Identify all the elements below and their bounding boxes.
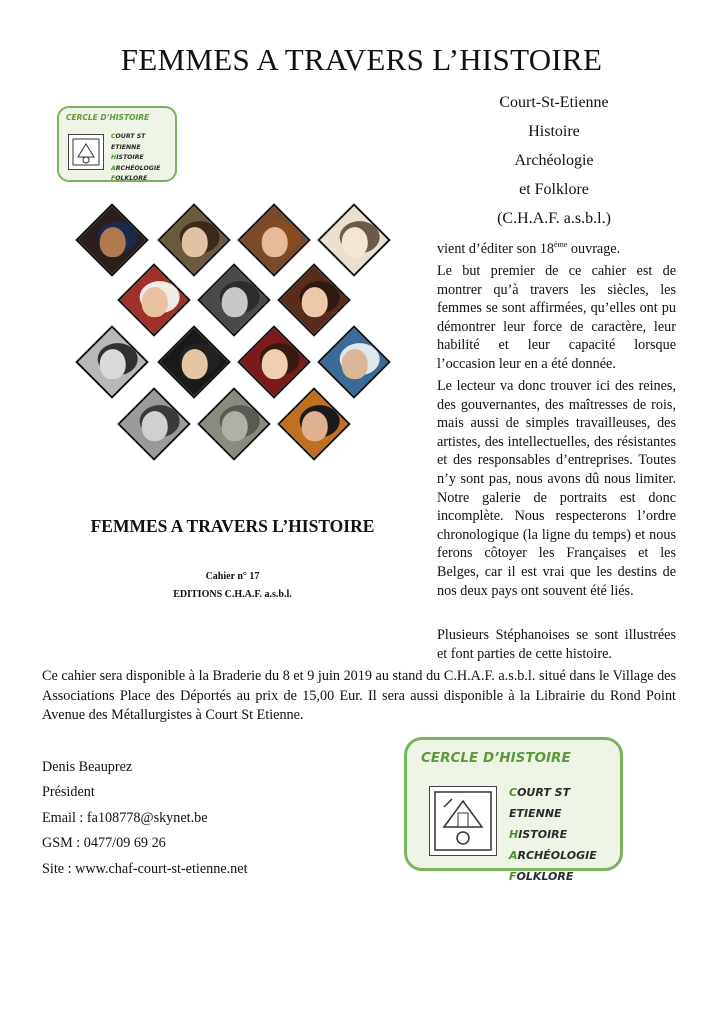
portrait-diamond — [197, 263, 271, 337]
contact-gsm: GSM : 0477/09 69 26 — [42, 835, 166, 851]
header-line: Archéologie — [514, 152, 594, 169]
contact-role: Président — [42, 784, 95, 800]
header-line: et Folklore — [519, 181, 589, 198]
header-right — [420, 88, 688, 233]
small-logo-line: ARCHÉOLOGIE — [111, 164, 161, 172]
availability-text: Ce cahier sera disponible à la Braderie du 8 et 9 juin 2019 au stand du C.H.A.F. a.s.b.l. situé dans le Village des Associations Place des Déportés au prix de 15,00 Eur. Il sera aussi disponible à la Librairie du Rond Point Avenue des Métallurgistes à Court St Etienne. — [42, 668, 676, 723]
small-logo-line: HISTOIRE — [111, 154, 144, 161]
portrait-mosaic — [72, 196, 402, 496]
large-logo-title: CERCLE D’HISTOIRE — [421, 750, 571, 766]
portrait-diamond — [317, 325, 391, 399]
portrait-diamond — [157, 203, 231, 277]
small-logo-emblem — [68, 134, 104, 170]
small-logo-title: CERCLE D’HISTOIRE — [66, 113, 150, 122]
large-logo-line: FOLKLORE — [509, 870, 574, 883]
small-logo-line: COURT ST ETIENNE — [111, 133, 146, 151]
cover-cahier: Cahier n° 17 — [205, 571, 260, 582]
page-title: FEMMES A TRAVERS L’HISTOIRE — [120, 42, 603, 77]
contact-site[interactable]: Site : www.chaf-court-st-etienne.net — [42, 861, 248, 877]
cover-title: FEMMES A TRAVERS L’HISTOIRE — [90, 516, 375, 536]
portrait-diamond — [117, 263, 191, 337]
portrait-diamond — [277, 387, 351, 461]
large-logo-line: HISTOIRE — [509, 828, 568, 841]
paragraph: Le but premier de ce cahier est de montrer qu’à travers les siècles, les femmes se sont affirmées, qu’elles ont pu démontrer leur force de caractère, leur habilité et leur capacité lorsque l’occasion leur en a été donnée. — [437, 263, 676, 372]
large-logo-line: COURT ST ETIENNE — [509, 786, 571, 820]
large-logo — [404, 737, 623, 883]
portrait-diamond — [237, 203, 311, 277]
large-logo-line: ARCHÉOLOGIE — [509, 849, 597, 862]
portrait-diamond — [75, 203, 149, 277]
portrait-diamond — [237, 325, 311, 399]
contact-name: Denis Beauprez — [42, 759, 133, 775]
paragraph: Plusieurs Stéphanoises se sont illustrées et font parties de cette histoire. — [437, 627, 676, 662]
header-line: Histoire — [528, 123, 580, 140]
portrait-diamond — [117, 387, 191, 461]
intro-line: vient d’éditer son 18ème ouvrage. — [437, 240, 621, 257]
portrait-diamond — [197, 387, 271, 461]
portrait-diamond — [277, 263, 351, 337]
small-logo — [57, 106, 177, 182]
contact-email[interactable]: Email : fa108778@skynet.be — [42, 810, 208, 826]
cover-editions: EDITIONS C.H.A.F. a.s.b.l. — [173, 589, 292, 600]
large-logo-emblem — [429, 786, 497, 856]
portrait-diamond — [75, 325, 149, 399]
portrait-diamond — [157, 325, 231, 399]
small-logo-line: FOLKLORE — [111, 175, 148, 182]
portrait-diamond — [317, 203, 391, 277]
paragraph: Le lecteur va donc trouver ici des reines, des gouvernantes, des maîtresses de rois, mais aussi de simples travailleuses, des artistes, des intellectuelles, des résistantes et des responsables d’entreprises. Toutes n’y sont pas, nous avons dû nous limiter. Notre galerie de portraits est donc incomplète. Nous respecterons l’ordre chronologique (la ligne du temps) et nous ferons côtoyer les Françaises et les Belges, car il est vrai que les destins de nos deux pays ont souvent été liés. — [437, 378, 676, 599]
header-line: Court-St-Etienne — [499, 94, 609, 111]
header-line: (C.H.A.F. a.s.b.l.) — [497, 210, 611, 227]
